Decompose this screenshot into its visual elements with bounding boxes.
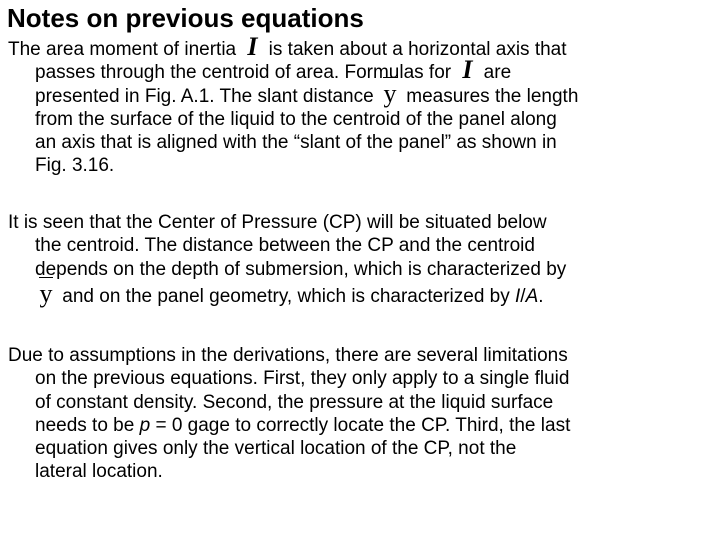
text-line: Due to assumptions in the derivations, there are several limitations — [8, 345, 568, 366]
text-line: presented in Fig. A.1. The slant distance y measures the length — [35, 78, 579, 108]
text-segment: needs to be — [35, 414, 140, 436]
text-line: Fig. 3.16. — [35, 155, 115, 177]
text-line: depends on the depth of submersion, which is characterized by — [35, 258, 567, 280]
text-segment: presented in Fig. A.1. The slant distance — [35, 85, 379, 107]
text-segment: measures the length — [400, 85, 579, 107]
text-line: on the previous equations. First, they only apply to a single fluid — [35, 368, 570, 390]
text-segment: A — [525, 285, 539, 307]
text-line: The area moment of inertia I is taken about a horizontal axis that — [8, 32, 567, 61]
text-line: from the surface of the liquid to the centroid of the panel along — [35, 108, 557, 130]
text-line: of constant density. Second, the pressure at the liquid surface — [35, 391, 554, 413]
text-segment: = 0 gage to correctly locate the CP. Third, the last — [150, 414, 571, 436]
text-segment: I — [515, 285, 521, 307]
paragraph-moment-of-inertia — [8, 32, 720, 178]
text-line: y and on the panel geometry, which is characterized by I/A. — [39, 278, 544, 308]
text-segment: . — [538, 285, 544, 307]
slide-title: Notes on previous equations — [7, 3, 364, 33]
text-line: It is seen that the Center of Pressure (CP) will be situated below — [8, 212, 547, 233]
text-line: the centroid. The distance between the CP and the centroid — [35, 235, 535, 257]
text-segment: The area moment of inertia — [8, 39, 242, 60]
text-segment: p — [139, 414, 151, 436]
text-line: equation gives only the vertical location of the CP, not the — [35, 438, 517, 460]
text-segment: is taken about a horizontal axis that — [263, 39, 567, 60]
text-line — [8, 414, 720, 437]
text-segment: and on the panel geometry, which is characterized by — [57, 285, 516, 307]
text-segment: are — [478, 62, 512, 84]
text-segment: / — [520, 285, 526, 307]
text-line: lateral location. — [35, 461, 163, 483]
text-segment: passes through the centroid of area. Formulas for — [35, 62, 457, 84]
text-line: passes through the centroid of area. Formulas for I are — [35, 55, 512, 85]
text-line: an axis that is aligned with the “slant of the panel” as shown in — [35, 132, 557, 154]
paragraph-limitations — [8, 344, 720, 484]
paragraph-center-of-pressure — [8, 211, 720, 314]
